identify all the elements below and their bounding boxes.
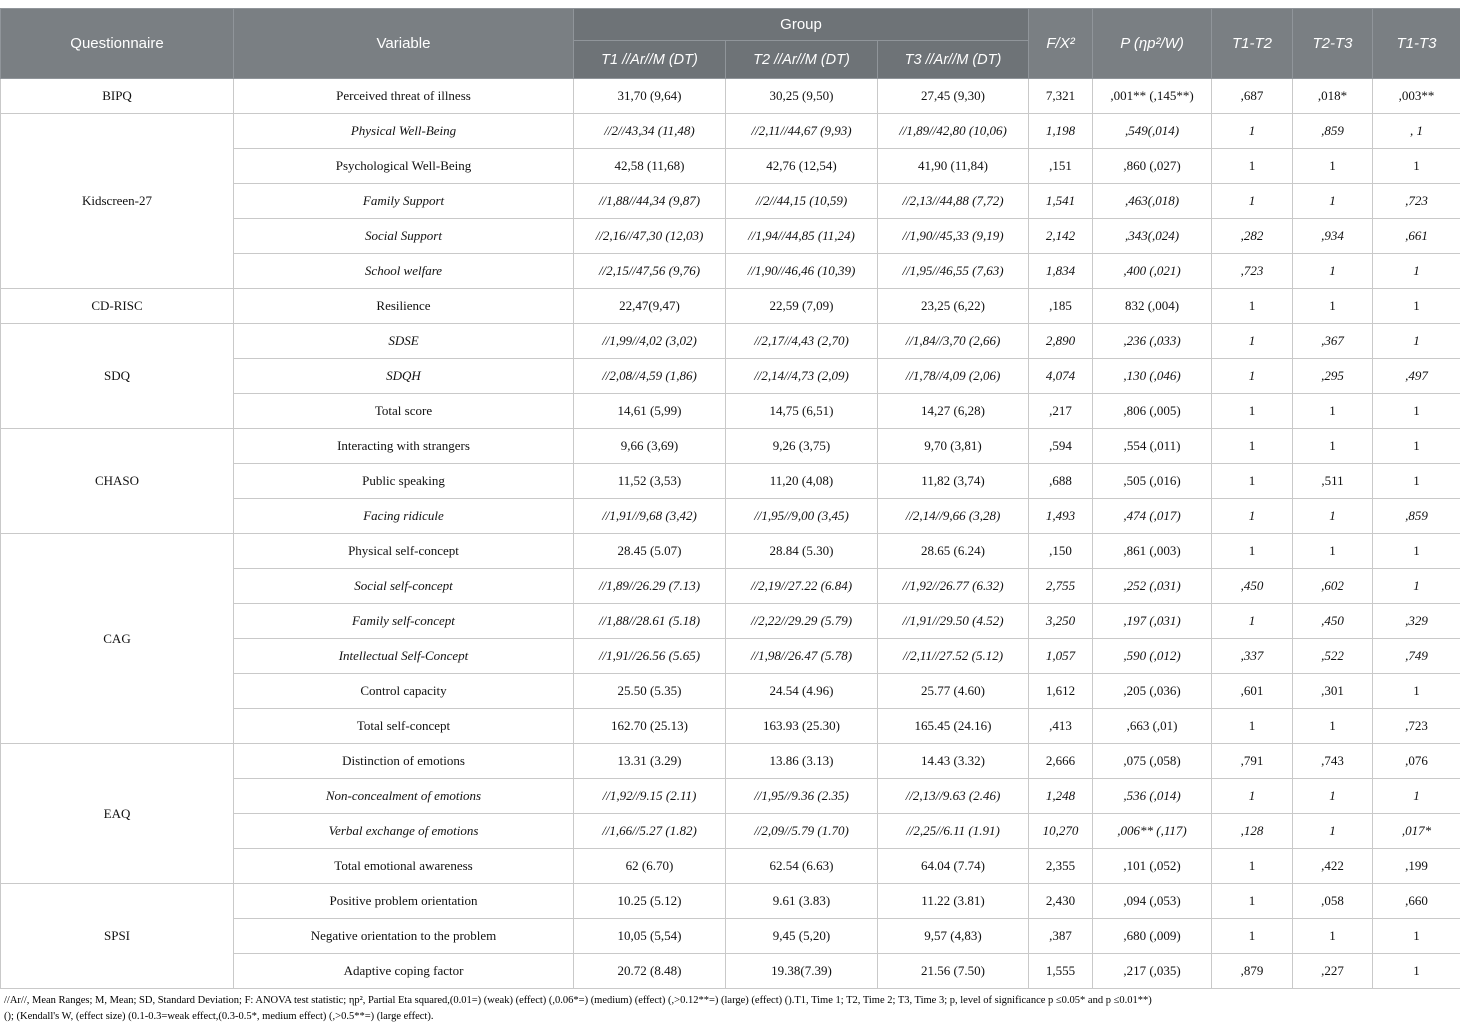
- f-statistic-cell: ,387: [1029, 919, 1093, 954]
- p-value-cell: ,806 (,005): [1093, 394, 1212, 429]
- t1-value-cell: //2,08//4,59 (1,86): [574, 359, 726, 394]
- t1-t3-cell: 1: [1373, 464, 1460, 499]
- t2-value-cell: 24.54 (4.96): [726, 674, 878, 709]
- t2-t3-cell: 1: [1293, 499, 1373, 534]
- col-header-group: Group: [574, 9, 1029, 41]
- t2-t3-cell: ,511: [1293, 464, 1373, 499]
- t1-t3-cell: ,749: [1373, 639, 1460, 674]
- t2-t3-cell: ,522: [1293, 639, 1373, 674]
- t2-t3-cell: 1: [1293, 184, 1373, 219]
- t2-t3-cell: 1: [1293, 394, 1373, 429]
- t1-value-cell: 11,52 (3,53): [574, 464, 726, 499]
- t3-value-cell: 9,70 (3,81): [878, 429, 1029, 464]
- t1-t3-cell: ,017*: [1373, 814, 1460, 849]
- t2-value-cell: //1,90//46,46 (10,39): [726, 254, 878, 289]
- t2-t3-cell: ,450: [1293, 604, 1373, 639]
- f-statistic-cell: 2,430: [1029, 884, 1093, 919]
- variable-cell: SDQH: [234, 359, 574, 394]
- p-value-cell: ,536 (,014): [1093, 779, 1212, 814]
- t3-value-cell: //1,78//4,09 (2,06): [878, 359, 1029, 394]
- t1-t3-cell: 1: [1373, 534, 1460, 569]
- t2-value-cell: //2,09//5.79 (1.70): [726, 814, 878, 849]
- t1-value-cell: //2,16//47,30 (12,03): [574, 219, 726, 254]
- t1-t3-cell: 1: [1373, 954, 1460, 989]
- t2-t3-cell: ,367: [1293, 324, 1373, 359]
- questionnaire-cell: SPSI: [1, 884, 234, 989]
- t2-value-cell: 14,75 (6,51): [726, 394, 878, 429]
- t1-value-cell: //1,99//4,02 (3,02): [574, 324, 726, 359]
- f-statistic-cell: 1,493: [1029, 499, 1093, 534]
- t2-t3-cell: 1: [1293, 709, 1373, 744]
- t3-value-cell: 21.56 (7.50): [878, 954, 1029, 989]
- f-statistic-cell: 1,541: [1029, 184, 1093, 219]
- t1-value-cell: 162.70 (25.13): [574, 709, 726, 744]
- variable-cell: Positive problem orientation: [234, 884, 574, 919]
- t1-value-cell: //1,66//5.27 (1.82): [574, 814, 726, 849]
- variable-cell: Facing ridicule: [234, 499, 574, 534]
- questionnaire-cell: EAQ: [1, 744, 234, 884]
- t1-t2-cell: 1: [1212, 429, 1293, 464]
- variable-cell: Resilience: [234, 289, 574, 324]
- t2-value-cell: 28.84 (5.30): [726, 534, 878, 569]
- t1-t3-cell: 1: [1373, 674, 1460, 709]
- t1-value-cell: 42,58 (11,68): [574, 149, 726, 184]
- f-statistic-cell: ,594: [1029, 429, 1093, 464]
- t2-t3-cell: ,301: [1293, 674, 1373, 709]
- t2-t3-cell: 1: [1293, 919, 1373, 954]
- variable-cell: Negative orientation to the problem: [234, 919, 574, 954]
- t1-t2-cell: ,687: [1212, 79, 1293, 114]
- t2-value-cell: 22,59 (7,09): [726, 289, 878, 324]
- t3-value-cell: //1,95//46,55 (7,63): [878, 254, 1029, 289]
- table-row: [1, 114, 1460, 149]
- p-value-cell: ,549(,014): [1093, 114, 1212, 149]
- variable-cell: Social Support: [234, 219, 574, 254]
- t1-value-cell: 10.25 (5.12): [574, 884, 726, 919]
- t3-value-cell: 11.22 (3.81): [878, 884, 1029, 919]
- col-header-t1: T1 //Ar//M (DT): [574, 41, 726, 79]
- t1-t3-cell: , 1: [1373, 114, 1460, 149]
- t3-value-cell: 14.43 (3.32): [878, 744, 1029, 779]
- p-value-cell: ,217 (,035): [1093, 954, 1212, 989]
- f-statistic-cell: 4,074: [1029, 359, 1093, 394]
- t2-t3-cell: ,422: [1293, 849, 1373, 884]
- p-value-cell: ,860 (,027): [1093, 149, 1212, 184]
- t2-value-cell: 163.93 (25.30): [726, 709, 878, 744]
- variable-cell: Intellectual Self-Concept: [234, 639, 574, 674]
- t1-t3-cell: ,329: [1373, 604, 1460, 639]
- t1-t2-cell: 1: [1212, 359, 1293, 394]
- t3-value-cell: //2,13//44,88 (7,72): [878, 184, 1029, 219]
- t2-t3-cell: ,743: [1293, 744, 1373, 779]
- f-statistic-cell: 2,890: [1029, 324, 1093, 359]
- p-value-cell: ,252 (,031): [1093, 569, 1212, 604]
- t1-t2-cell: ,337: [1212, 639, 1293, 674]
- variable-cell: Social self-concept: [234, 569, 574, 604]
- t3-value-cell: //2,25//6.11 (1.91): [878, 814, 1029, 849]
- t3-value-cell: 28.65 (6.24): [878, 534, 1029, 569]
- col-header-questionnaire: Questionnaire: [1, 9, 234, 79]
- variable-cell: Interacting with strangers: [234, 429, 574, 464]
- questionnaire-cell: SDQ: [1, 324, 234, 429]
- t1-value-cell: 9,66 (3,69): [574, 429, 726, 464]
- p-value-cell: 832 (,004): [1093, 289, 1212, 324]
- variable-cell: Total self-concept: [234, 709, 574, 744]
- t2-t3-cell: 1: [1293, 534, 1373, 569]
- t1-t2-cell: 1: [1212, 779, 1293, 814]
- t1-t2-cell: 1: [1212, 919, 1293, 954]
- t1-value-cell: 31,70 (9,64): [574, 79, 726, 114]
- t3-value-cell: 165.45 (24.16): [878, 709, 1029, 744]
- t1-t3-cell: ,723: [1373, 709, 1460, 744]
- t1-value-cell: //1,91//9,68 (3,42): [574, 499, 726, 534]
- table-row: [1, 324, 1460, 359]
- f-statistic-cell: ,688: [1029, 464, 1093, 499]
- t1-t3-cell: 1: [1373, 149, 1460, 184]
- t2-value-cell: 13.86 (3.13): [726, 744, 878, 779]
- variable-cell: Public speaking: [234, 464, 574, 499]
- t1-t2-cell: ,282: [1212, 219, 1293, 254]
- col-header-t2-t3: T2-T3: [1293, 9, 1373, 79]
- t2-t3-cell: 1: [1293, 149, 1373, 184]
- f-statistic-cell: ,150: [1029, 534, 1093, 569]
- t2-value-cell: 9.61 (3.83): [726, 884, 878, 919]
- col-header-t2: T2 //Ar//M (DT): [726, 41, 878, 79]
- t2-value-cell: 9,26 (3,75): [726, 429, 878, 464]
- table-row: [1, 534, 1460, 569]
- t1-value-cell: 10,05 (5,54): [574, 919, 726, 954]
- t1-t3-cell: 1: [1373, 429, 1460, 464]
- t1-t3-cell: ,003**: [1373, 79, 1460, 114]
- t1-t2-cell: 1: [1212, 184, 1293, 219]
- t1-t3-cell: 1: [1373, 289, 1460, 324]
- t3-value-cell: //1,89//42,80 (10,06): [878, 114, 1029, 149]
- t3-value-cell: 11,82 (3,74): [878, 464, 1029, 499]
- t2-t3-cell: 1: [1293, 779, 1373, 814]
- variable-cell: Family Support: [234, 184, 574, 219]
- col-header-p-value: P (ηp²/W): [1093, 9, 1212, 79]
- col-header-t1-t3: T1-T3: [1373, 9, 1460, 79]
- p-value-cell: ,554 (,011): [1093, 429, 1212, 464]
- t2-t3-cell: ,295: [1293, 359, 1373, 394]
- f-statistic-cell: 7,321: [1029, 79, 1093, 114]
- t1-t3-cell: 1: [1373, 779, 1460, 814]
- table-header: [1, 9, 1460, 79]
- footnote-line-1: //Ar//, Mean Ranges; M, Mean; SD, Standard Deviation; F: ANOVA test statistic; ηp², Partial Eta squared,(0.01=) (weak) (effect) (,0.06*=) (medium) (effect) (,>0.12**=) (large) (effect) ().T1, Time 1; T2, Time 2; T3, Time 3; p, level of significance p ≤0.05* and p ≤0.01**): [4, 995, 1152, 1006]
- t1-value-cell: //1,88//28.61 (5.18): [574, 604, 726, 639]
- f-statistic-cell: 1,057: [1029, 639, 1093, 674]
- t2-value-cell: 9,45 (5,20): [726, 919, 878, 954]
- p-value-cell: ,663 (,01): [1093, 709, 1212, 744]
- f-statistic-cell: 1,248: [1029, 779, 1093, 814]
- t1-t3-cell: 1: [1373, 394, 1460, 429]
- col-header-f-statistic: F/X²: [1029, 9, 1093, 79]
- t2-value-cell: //2,11//44,67 (9,93): [726, 114, 878, 149]
- variable-cell: School welfare: [234, 254, 574, 289]
- variable-cell: Total emotional awareness: [234, 849, 574, 884]
- t3-value-cell: //2,14//9,66 (3,28): [878, 499, 1029, 534]
- f-statistic-cell: 1,834: [1029, 254, 1093, 289]
- col-header-variable: Variable: [234, 9, 574, 79]
- t3-value-cell: //2,13//9.63 (2.46): [878, 779, 1029, 814]
- t1-t3-cell: ,859: [1373, 499, 1460, 534]
- table-row: [1, 79, 1460, 114]
- t1-t3-cell: 1: [1373, 919, 1460, 954]
- f-statistic-cell: 10,270: [1029, 814, 1093, 849]
- t2-value-cell: //1,98//26.47 (5.78): [726, 639, 878, 674]
- t1-t3-cell: ,199: [1373, 849, 1460, 884]
- t1-value-cell: 14,61 (5,99): [574, 394, 726, 429]
- t1-t2-cell: 1: [1212, 709, 1293, 744]
- p-value-cell: ,075 (,058): [1093, 744, 1212, 779]
- variable-cell: SDSE: [234, 324, 574, 359]
- variable-cell: Total score: [234, 394, 574, 429]
- t1-t2-cell: 1: [1212, 884, 1293, 919]
- t2-t3-cell: 1: [1293, 289, 1373, 324]
- p-value-cell: ,197 (,031): [1093, 604, 1212, 639]
- p-value-cell: ,463(,018): [1093, 184, 1212, 219]
- p-value-cell: ,205 (,036): [1093, 674, 1212, 709]
- t1-t2-cell: 1: [1212, 499, 1293, 534]
- t1-t3-cell: ,661: [1373, 219, 1460, 254]
- questionnaire-cell: BIPQ: [1, 79, 234, 114]
- t1-t2-cell: ,450: [1212, 569, 1293, 604]
- t2-value-cell: //2,22//29.29 (5.79): [726, 604, 878, 639]
- t1-t3-cell: 1: [1373, 569, 1460, 604]
- f-statistic-cell: 1,555: [1029, 954, 1093, 989]
- t2-t3-cell: ,859: [1293, 114, 1373, 149]
- t2-value-cell: //2,14//4,73 (2,09): [726, 359, 878, 394]
- variable-cell: Physical self-concept: [234, 534, 574, 569]
- t2-value-cell: //1,95//9,00 (3,45): [726, 499, 878, 534]
- p-value-cell: ,590 (,012): [1093, 639, 1212, 674]
- results-table: [0, 8, 1460, 989]
- f-statistic-cell: 1,612: [1029, 674, 1093, 709]
- t1-t2-cell: 1: [1212, 534, 1293, 569]
- variable-cell: Family self-concept: [234, 604, 574, 639]
- t1-value-cell: 22,47(9,47): [574, 289, 726, 324]
- f-statistic-cell: 2,355: [1029, 849, 1093, 884]
- f-statistic-cell: 2,666: [1029, 744, 1093, 779]
- t1-t3-cell: ,723: [1373, 184, 1460, 219]
- questionnaire-cell: CHASO: [1, 429, 234, 534]
- t3-value-cell: //1,92//26.77 (6.32): [878, 569, 1029, 604]
- t1-t2-cell: ,601: [1212, 674, 1293, 709]
- t1-t2-cell: 1: [1212, 394, 1293, 429]
- t2-value-cell: 11,20 (4,08): [726, 464, 878, 499]
- t1-t3-cell: 1: [1373, 254, 1460, 289]
- t1-value-cell: //1,89//26.29 (7.13): [574, 569, 726, 604]
- t3-value-cell: 64.04 (7.74): [878, 849, 1029, 884]
- questionnaire-cell: Kidscreen-27: [1, 114, 234, 289]
- t1-value-cell: //1,88//44,34 (9,87): [574, 184, 726, 219]
- t1-t2-cell: ,723: [1212, 254, 1293, 289]
- t1-t2-cell: ,879: [1212, 954, 1293, 989]
- t1-t3-cell: ,076: [1373, 744, 1460, 779]
- t1-t3-cell: ,497: [1373, 359, 1460, 394]
- t2-t3-cell: ,018*: [1293, 79, 1373, 114]
- t1-t2-cell: 1: [1212, 464, 1293, 499]
- col-header-t3: T3 //Ar//M (DT): [878, 41, 1029, 79]
- p-value-cell: ,006** (,117): [1093, 814, 1212, 849]
- table-row: [1, 289, 1460, 324]
- t3-value-cell: 27,45 (9,30): [878, 79, 1029, 114]
- t1-t2-cell: 1: [1212, 324, 1293, 359]
- p-value-cell: ,474 (,017): [1093, 499, 1212, 534]
- t3-value-cell: //1,84//3,70 (2,66): [878, 324, 1029, 359]
- t1-t2-cell: 1: [1212, 604, 1293, 639]
- t2-value-cell: //2//44,15 (10,59): [726, 184, 878, 219]
- t3-value-cell: //2,11//27.52 (5.12): [878, 639, 1029, 674]
- p-value-cell: ,505 (,016): [1093, 464, 1212, 499]
- table-row: [1, 884, 1460, 919]
- t1-value-cell: 13.31 (3.29): [574, 744, 726, 779]
- t1-t2-cell: 1: [1212, 149, 1293, 184]
- variable-cell: Adaptive coping factor: [234, 954, 574, 989]
- f-statistic-cell: ,217: [1029, 394, 1093, 429]
- t3-value-cell: //1,90//45,33 (9,19): [878, 219, 1029, 254]
- t2-t3-cell: 1: [1293, 254, 1373, 289]
- t2-value-cell: //2,19//27.22 (6.84): [726, 569, 878, 604]
- variable-cell: Control capacity: [234, 674, 574, 709]
- f-statistic-cell: 1,198: [1029, 114, 1093, 149]
- t1-value-cell: 28.45 (5.07): [574, 534, 726, 569]
- t2-value-cell: //1,95//9.36 (2.35): [726, 779, 878, 814]
- t2-t3-cell: ,227: [1293, 954, 1373, 989]
- p-value-cell: ,400 (,021): [1093, 254, 1212, 289]
- variable-cell: Physical Well-Being: [234, 114, 574, 149]
- t1-t2-cell: 1: [1212, 849, 1293, 884]
- t1-t2-cell: ,128: [1212, 814, 1293, 849]
- f-statistic-cell: ,185: [1029, 289, 1093, 324]
- f-statistic-cell: ,413: [1029, 709, 1093, 744]
- t3-value-cell: //1,91//29.50 (4.52): [878, 604, 1029, 639]
- f-statistic-cell: 2,142: [1029, 219, 1093, 254]
- t3-value-cell: 14,27 (6,28): [878, 394, 1029, 429]
- variable-cell: Non-concealment of emotions: [234, 779, 574, 814]
- p-value-cell: ,861 (,003): [1093, 534, 1212, 569]
- f-statistic-cell: ,151: [1029, 149, 1093, 184]
- t1-t2-cell: ,791: [1212, 744, 1293, 779]
- t1-t3-cell: ,660: [1373, 884, 1460, 919]
- t1-value-cell: 25.50 (5.35): [574, 674, 726, 709]
- p-value-cell: ,001** (,145**): [1093, 79, 1212, 114]
- t2-t3-cell: ,602: [1293, 569, 1373, 604]
- p-value-cell: ,094 (,053): [1093, 884, 1212, 919]
- t1-value-cell: //1,92//9.15 (2.11): [574, 779, 726, 814]
- table-body: [1, 79, 1460, 989]
- variable-cell: Verbal exchange of emotions: [234, 814, 574, 849]
- p-value-cell: ,680 (,009): [1093, 919, 1212, 954]
- t1-value-cell: //2,15//47,56 (9,76): [574, 254, 726, 289]
- t2-value-cell: //1,94//44,85 (11,24): [726, 219, 878, 254]
- t2-t3-cell: 1: [1293, 429, 1373, 464]
- col-header-t1-t2: T1-T2: [1212, 9, 1293, 79]
- t1-value-cell: //2//43,34 (11,48): [574, 114, 726, 149]
- t2-value-cell: 42,76 (12,54): [726, 149, 878, 184]
- t2-value-cell: 30,25 (9,50): [726, 79, 878, 114]
- t1-value-cell: 62 (6.70): [574, 849, 726, 884]
- table-row: [1, 744, 1460, 779]
- t2-t3-cell: ,058: [1293, 884, 1373, 919]
- t2-value-cell: //2,17//4,43 (2,70): [726, 324, 878, 359]
- variable-cell: Perceived threat of illness: [234, 79, 574, 114]
- t2-t3-cell: ,934: [1293, 219, 1373, 254]
- t1-t2-cell: 1: [1212, 289, 1293, 324]
- t1-value-cell: 20.72 (8.48): [574, 954, 726, 989]
- f-statistic-cell: 3,250: [1029, 604, 1093, 639]
- table-row: [1, 429, 1460, 464]
- variable-cell: Distinction of emotions: [234, 744, 574, 779]
- questionnaire-cell: CAG: [1, 534, 234, 744]
- f-statistic-cell: 2,755: [1029, 569, 1093, 604]
- t1-t3-cell: 1: [1373, 324, 1460, 359]
- p-value-cell: ,101 (,052): [1093, 849, 1212, 884]
- footnote: [0, 989, 1460, 1025]
- t2-value-cell: 19.38(7.39): [726, 954, 878, 989]
- t1-value-cell: //1,91//26.56 (5.65): [574, 639, 726, 674]
- t3-value-cell: 25.77 (4.60): [878, 674, 1029, 709]
- t1-t2-cell: 1: [1212, 114, 1293, 149]
- p-value-cell: ,343(,024): [1093, 219, 1212, 254]
- t2-t3-cell: 1: [1293, 814, 1373, 849]
- t3-value-cell: 9,57 (4,83): [878, 919, 1029, 954]
- variable-cell: Psychological Well-Being: [234, 149, 574, 184]
- t3-value-cell: 41,90 (11,84): [878, 149, 1029, 184]
- p-value-cell: ,236 (,033): [1093, 324, 1212, 359]
- t2-value-cell: 62.54 (6.63): [726, 849, 878, 884]
- t3-value-cell: 23,25 (6,22): [878, 289, 1029, 324]
- questionnaire-cell: CD-RISC: [1, 289, 234, 324]
- p-value-cell: ,130 (,046): [1093, 359, 1212, 394]
- footnote-line-2: (); (Kendall's W, (effect size) (0.1-0.3=weak effect,(0.3-0.5*, medium effect) (,>0.5**=) (large effect).: [4, 1010, 434, 1022]
